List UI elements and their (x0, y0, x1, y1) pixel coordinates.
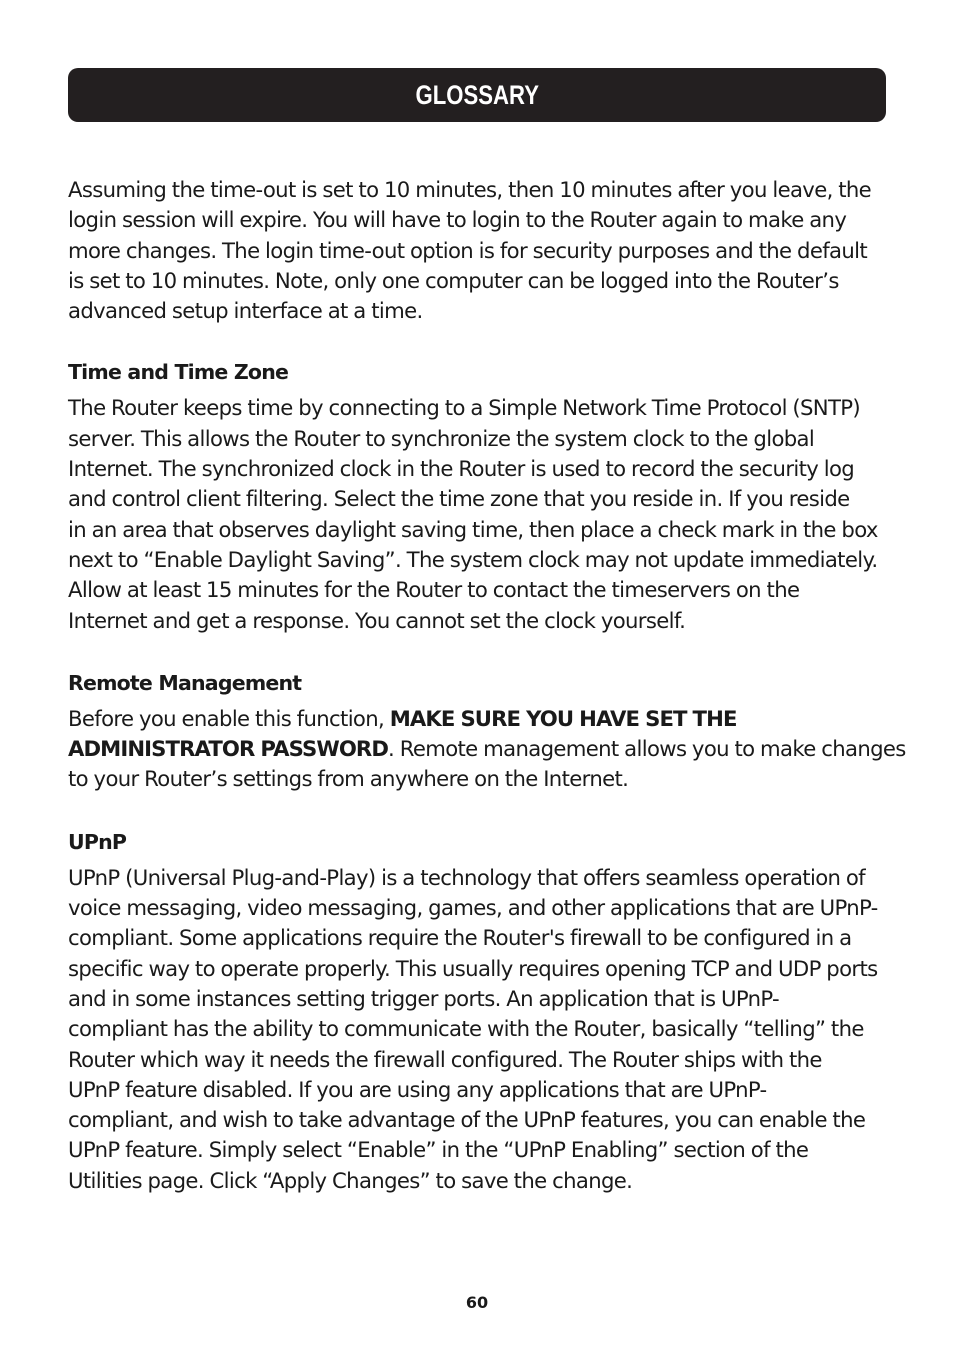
upnp-line: specific way to operate properly. This usually requires opening TCP and UDP ports (68, 955, 878, 981)
time-zone-line: The Router keeps time by connecting to a Simple Network Time Protocol (SNTP) (68, 395, 861, 421)
remote-management-paragraph (68, 704, 906, 795)
remote-line (68, 734, 906, 764)
time-zone-heading: Time and Time Zone (68, 360, 289, 385)
upnp-line: Router which way it needs the firewall configured. The Router ships with the (68, 1046, 822, 1072)
page-number: 60 (465, 1293, 489, 1312)
intro-line: advanced setup interface at a time. (68, 298, 423, 324)
time-zone-line: server. This allows the Router to synchronize the system clock to the global (68, 425, 815, 451)
upnp-line: UPnP feature. Simply select “Enable” in the “UPnP Enabling” section of the (68, 1137, 809, 1163)
remote-warning-text: ADMINISTRATOR PASSWORD (68, 736, 389, 762)
intro-line: more changes. The login time-out option is for security purposes and the default (68, 237, 868, 263)
time-zone-line: Internet and get a response. You cannot set the clock yourself. (68, 607, 686, 633)
time-zone-line: in an area that observes daylight saving time, then place a check mark in the box (68, 516, 878, 542)
intro-line: is set to 10 minutes. Note, only one computer can be logged into the Router’s (68, 267, 839, 293)
glossary-header-bar (68, 68, 886, 122)
time-zone-line: Allow at least 15 minutes for the Router to contact the timeservers on the (68, 577, 800, 603)
remote-line: to your Router’s settings from anywhere on the Internet. (68, 766, 629, 792)
time-zone-line: and control client filtering. Select the time zone that you reside in. If you reside (68, 486, 850, 512)
upnp-line: Utilities page. Click “Apply Changes” to save the change. (68, 1167, 633, 1193)
upnp-line: and in some instances setting trigger ports. An application that is UPnP- (68, 985, 780, 1011)
intro-line: Assuming the time-out is set to 10 minutes, then 10 minutes after you leave, the (68, 177, 872, 202)
upnp-line: compliant has the ability to communicate with the Router, basically “telling” the (68, 1016, 864, 1042)
remote-line1-text: Before you enable this function, (68, 705, 390, 731)
time-zone-line: Internet. The synchronized clock in the Router is used to record the security log (68, 456, 855, 482)
upnp-heading: UPnP (68, 829, 127, 854)
glossary-content (68, 175, 906, 1196)
remote-warning-text: MAKE SURE YOU HAVE SET THE (389, 705, 737, 731)
intro-line: login session will expire. You will have to login to the Router again to make any (68, 207, 847, 233)
upnp-line: compliant, and wish to take advantage of the UPnP features, you can enable the (68, 1107, 866, 1133)
upnp-line: voice messaging, video messaging, games, and other applications that are UPnP- (68, 895, 878, 921)
upnp-line: compliant. Some applications require the Router's firewall to be configured in a (68, 925, 852, 951)
time-zone-paragraph (68, 393, 898, 635)
upnp-paragraph (68, 863, 898, 1196)
remote-line2-text: . Remote management allows you to make changes (388, 736, 906, 762)
remote-line (68, 704, 898, 734)
time-zone-line: next to “Enable Daylight Saving”. The system clock may not update immediately. (68, 546, 878, 572)
page-title: GLOSSARY (415, 79, 539, 110)
upnp-line: UPnP feature disabled. If you are using any applications that are UPnP- (68, 1076, 767, 1102)
intro-paragraph (68, 175, 898, 326)
upnp-line: UPnP (Universal Plug-and-Play) is a technology that offers seamless operation of (68, 864, 865, 890)
remote-management-heading: Remote Management (68, 670, 302, 695)
